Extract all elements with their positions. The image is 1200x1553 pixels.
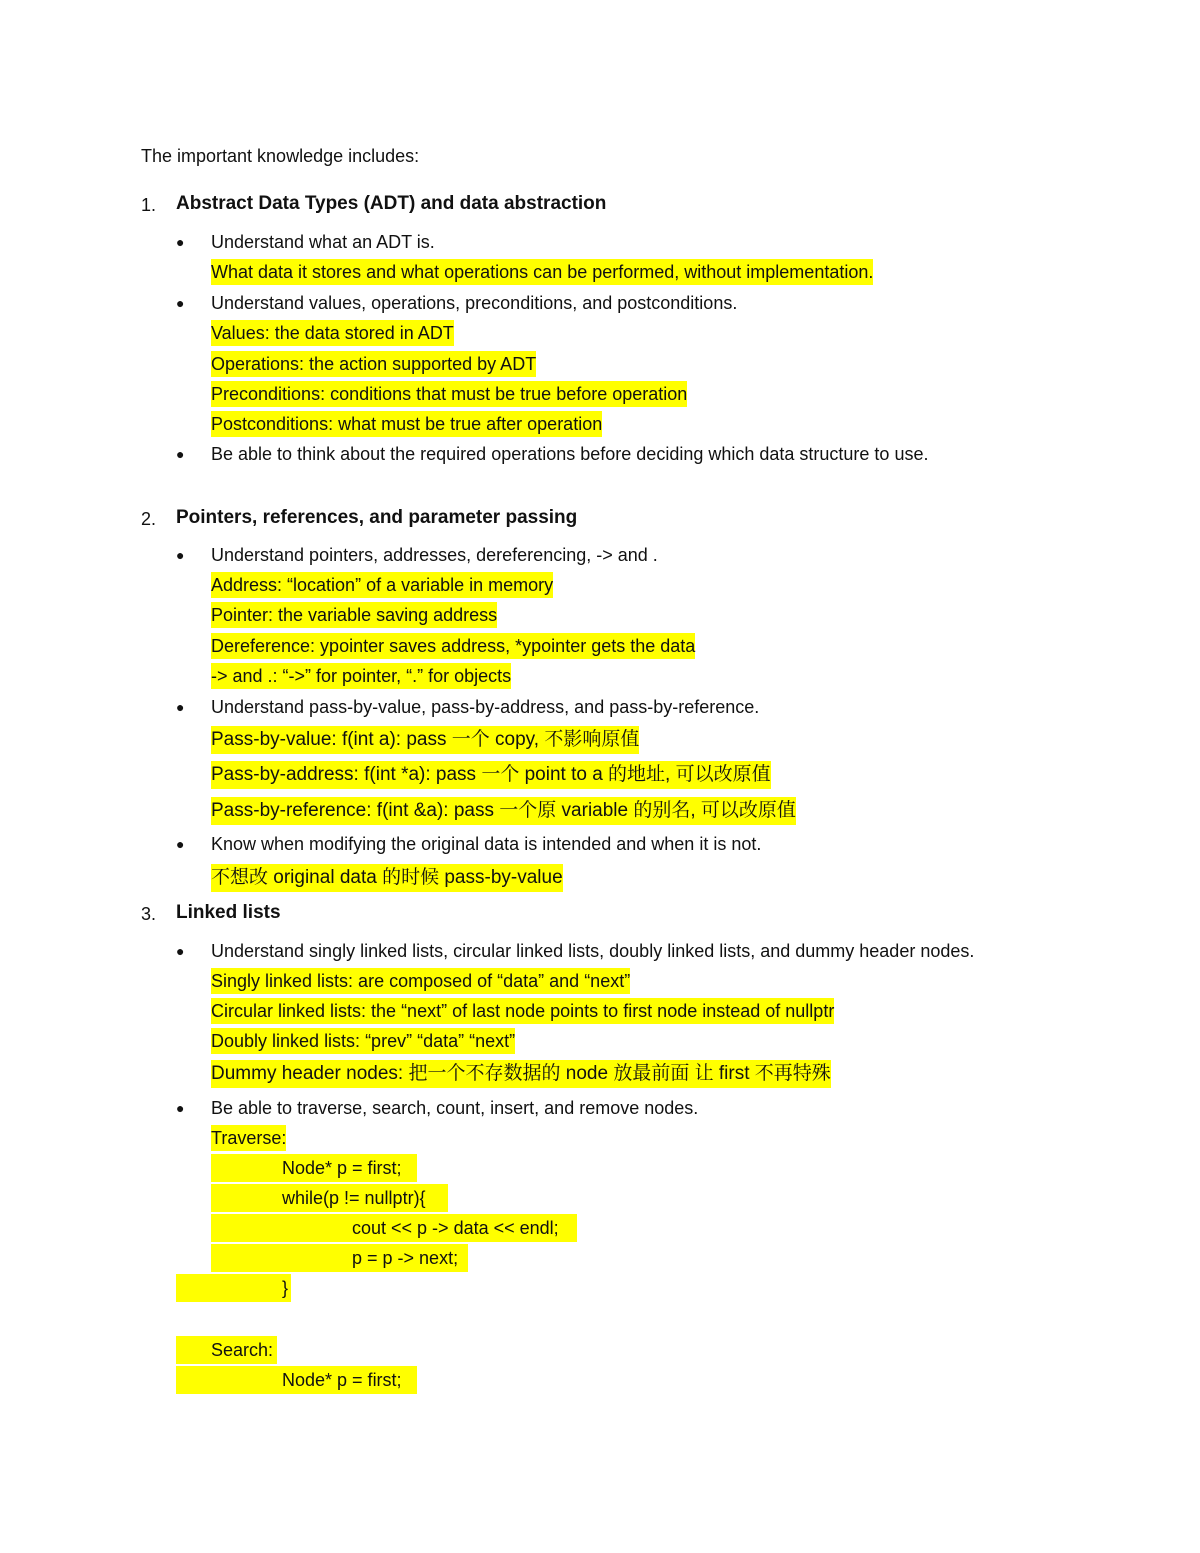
highlighted-note: 不想改 original data 的时候 pass-by-value — [211, 864, 563, 892]
highlighted-note: Postconditions: what must be true after operation — [211, 411, 602, 437]
bullet-icon: ● — [176, 943, 185, 959]
highlighted-note: What data it stores and what operations can be performed, without implementation. — [211, 259, 873, 285]
bullet-icon: ● — [176, 446, 185, 462]
list-item: Be able to think about the required operations before deciding which data structure to use. — [211, 444, 929, 464]
intro-text: The important knowledge includes: — [141, 146, 420, 166]
list-item: Be able to traverse, search, count, insert, and remove nodes. — [211, 1098, 699, 1118]
code-label-traverse: Traverse: — [211, 1125, 286, 1151]
highlighted-note: Dereference: ypointer saves address, *ypointer gets the data — [211, 633, 695, 659]
highlighted-note: Preconditions: conditions that must be true before operation — [211, 381, 687, 407]
bullet-icon: ● — [176, 1100, 185, 1116]
highlighted-note: Pointer: the variable saving address — [211, 602, 497, 628]
section-number: 1. — [141, 195, 157, 215]
highlighted-note: Dummy header nodes: 把一个不存数据的 node 放最前面 让 first 不再特殊 — [211, 1060, 831, 1088]
code-line: cout << p -> data << endl; — [352, 1218, 559, 1238]
highlighted-note: Operations: the action supported by ADT — [211, 351, 536, 377]
code-line: while(p != nullptr){ — [282, 1188, 426, 1208]
list-item: Understand pointers, addresses, dereferencing, -> and . — [211, 545, 658, 565]
list-item: Understand values, operations, preconditions, and postconditions. — [211, 293, 738, 313]
bullet-icon: ● — [176, 836, 185, 852]
highlight-block — [176, 1274, 291, 1302]
highlighted-note: -> and .: “->” for pointer, “.” for objects — [211, 663, 511, 689]
code-label-search: Search: — [211, 1340, 274, 1360]
code-line: p = p -> next; — [352, 1248, 459, 1268]
code-line: Node* p = first; — [282, 1158, 402, 1178]
highlighted-note: Circular linked lists: the “next” of last node points to first node instead of nullptr — [211, 998, 834, 1024]
section-heading-adt: Abstract Data Types (ADT) and data abstraction — [176, 193, 607, 214]
highlighted-note: Address: “location” of a variable in memory — [211, 572, 553, 598]
highlighted-note: Singly linked lists: are composed of “data” and “next” — [211, 968, 630, 994]
bullet-icon: ● — [176, 295, 185, 311]
highlighted-note: Pass-by-value: f(int a): pass 一个 copy, 不影响原值 — [211, 726, 639, 754]
bullet-icon: ● — [176, 547, 185, 563]
section-number: 3. — [141, 904, 157, 924]
code-line: } — [282, 1278, 289, 1298]
bullet-icon: ● — [176, 234, 185, 250]
list-item: Know when modifying the original data is intended and when it is not. — [211, 834, 762, 854]
highlighted-note: Pass-by-reference: f(int &a): pass 一个原 variable 的别名, 可以改原值 — [211, 797, 796, 825]
highlighted-note: Doubly linked lists: “prev” “data” “next” — [211, 1028, 515, 1054]
list-item: Understand pass-by-value, pass-by-address, and pass-by-reference. — [211, 697, 760, 717]
section-heading-linked-lists: Linked lists — [176, 902, 281, 923]
list-item: Understand singly linked lists, circular linked lists, doubly linked lists, and dummy header nodes. — [211, 941, 975, 961]
highlighted-note: Pass-by-address: f(int *a): pass 一个 point to a 的地址, 可以改原值 — [211, 761, 771, 789]
bullet-icon: ● — [176, 699, 185, 715]
list-item: Understand what an ADT is. — [211, 232, 435, 252]
section-number: 2. — [141, 509, 157, 529]
code-line: Node* p = first; — [282, 1370, 402, 1390]
highlighted-note: Values: the data stored in ADT — [211, 320, 454, 346]
section-heading-pointers: Pointers, references, and parameter passing — [176, 507, 578, 528]
